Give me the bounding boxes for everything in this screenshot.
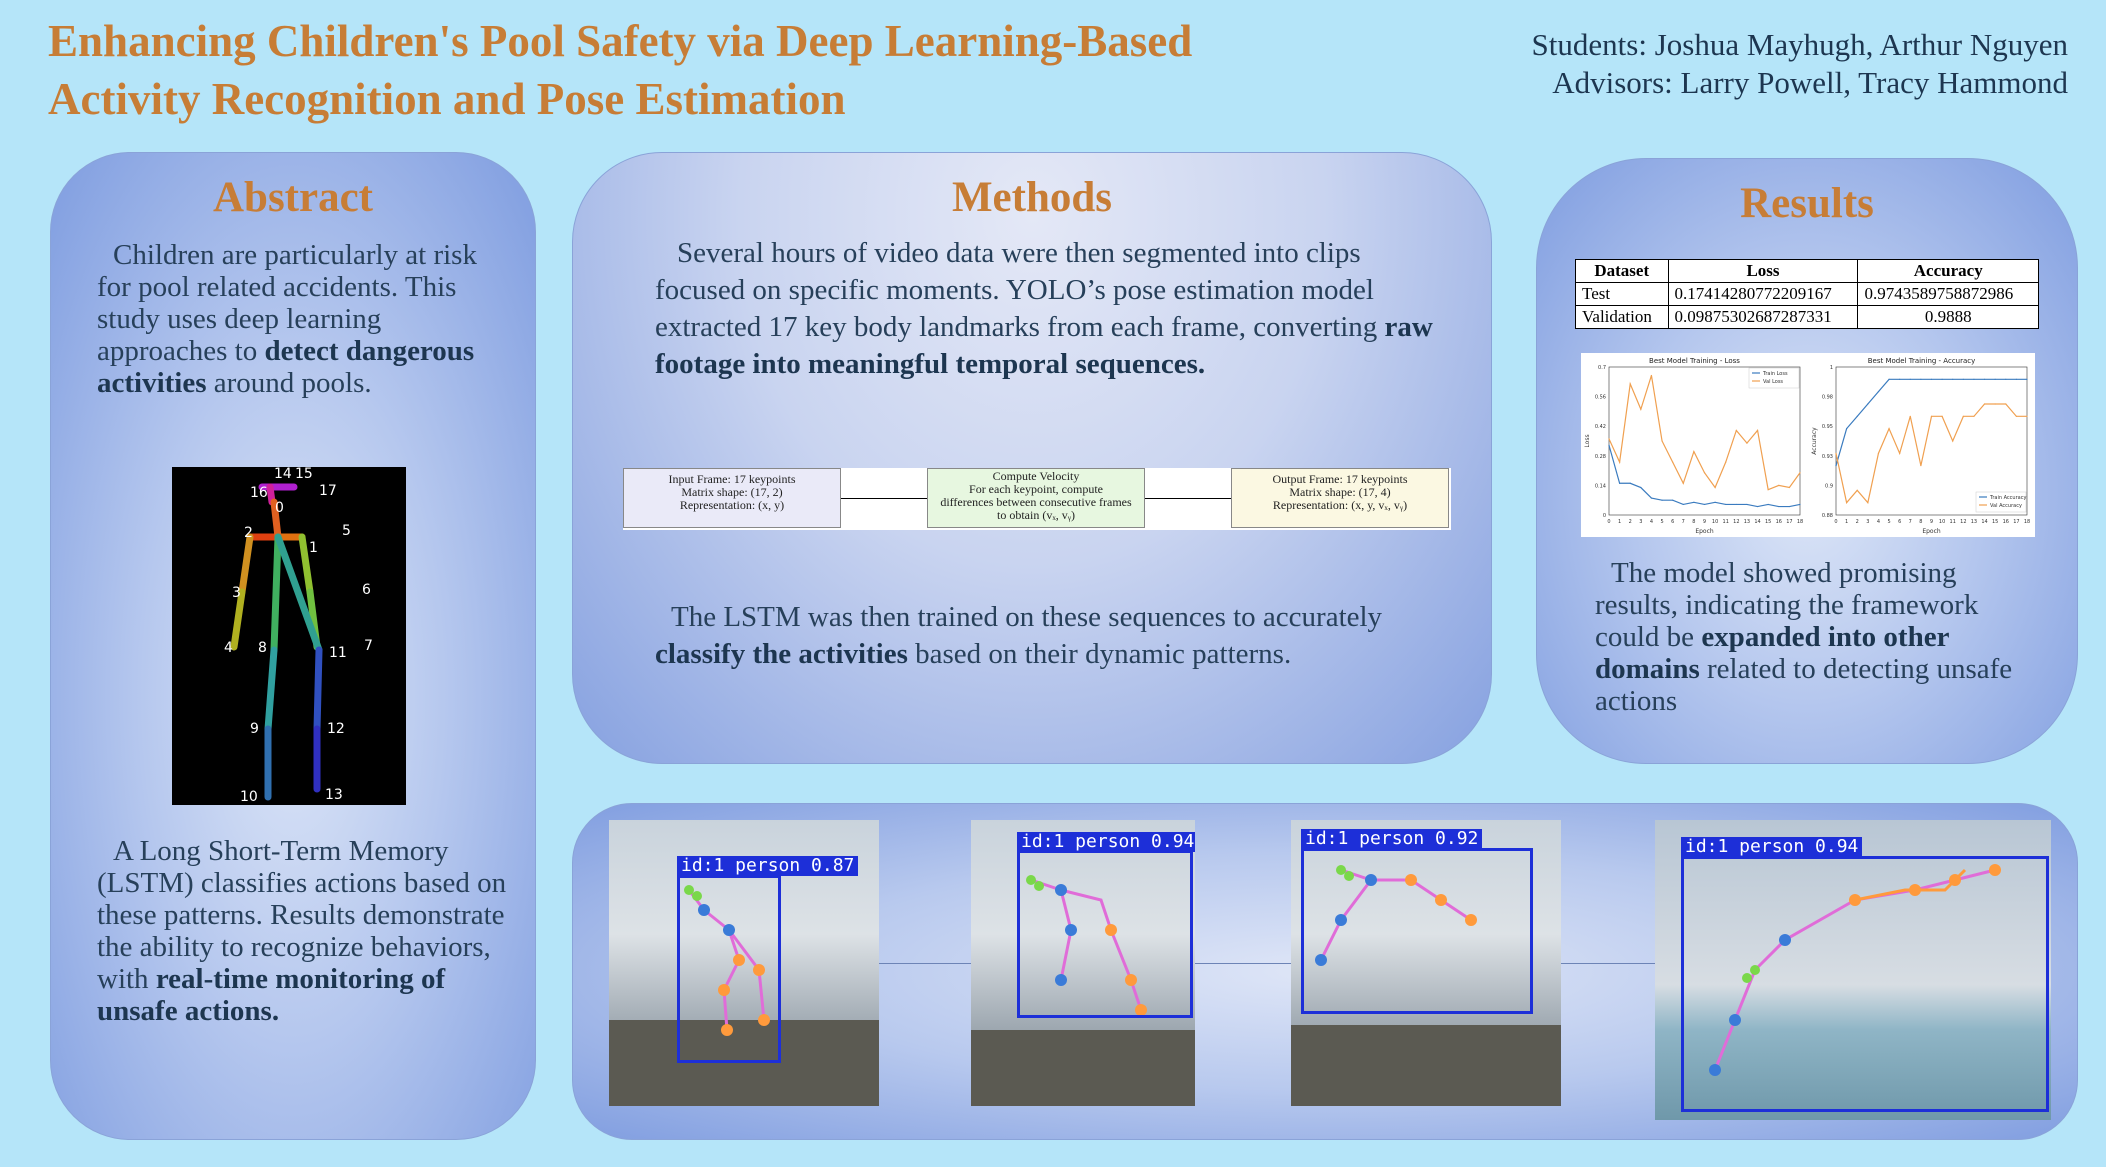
accuracy-series-0-point	[1899, 379, 1900, 380]
loss-series-1-point	[1672, 462, 1673, 463]
accuracy-series-line-0	[1836, 379, 2027, 465]
kp-label-10: 10	[240, 789, 258, 805]
flow-output-box	[1231, 468, 1449, 528]
kp-label-1: 1	[309, 540, 318, 556]
flow-output-line-2: Matrix shape: (17, 4)	[1289, 485, 1391, 499]
accuracy-series-0-point	[1857, 416, 1858, 417]
abstract-bold-1: detect dangerous activities	[97, 335, 475, 399]
methods-panel	[572, 152, 1492, 764]
accuracy-series-1-point	[1931, 416, 1932, 417]
loss-x-tick-label: 6	[1671, 519, 1675, 525]
loss-y-tick-label: 0.7	[1598, 365, 1606, 371]
loss-series-0-point	[1799, 504, 1800, 505]
accuracy-series-1-point	[1984, 403, 1985, 404]
loss-series-0-point	[1661, 500, 1662, 501]
accuracy-x-tick-label: 5	[1887, 519, 1891, 525]
loss-series-1-point	[1757, 430, 1758, 431]
results-text-c: related to detecting unsafe actions	[1595, 653, 2013, 717]
accuracy-series-1-point	[1963, 416, 1964, 417]
loss-x-tick-label: 2	[1628, 519, 1632, 525]
loss-series-0-point	[1704, 504, 1705, 505]
loss-y-axis-label: Loss	[1584, 434, 1591, 448]
loss-series-0-point	[1736, 504, 1737, 505]
accuracy-y-axis-label: Accuracy	[1811, 427, 1818, 455]
results-heading: Results	[1740, 180, 1874, 227]
kp-label-16: 16	[250, 485, 268, 501]
accuracy-series-0-point	[1984, 379, 1985, 380]
kp-label-15: 15	[295, 467, 313, 482]
loss-series-0-point	[1746, 504, 1747, 505]
accuracy-series-1-point	[1888, 428, 1889, 429]
loss-chart-title: Best Model Training - Loss	[1649, 357, 1740, 365]
loss-y-tick-label: 0.42	[1594, 424, 1606, 431]
accuracy-x-tick-label: 4	[1876, 519, 1881, 525]
flow-velocity-box	[927, 468, 1145, 528]
kp-label-14: 14	[274, 467, 292, 482]
accuracy-x-tick-label: 2	[1855, 519, 1859, 525]
kp-label-2: 2	[244, 525, 253, 541]
loss-series-1-point	[1683, 483, 1684, 484]
kp-label-17: 17	[319, 483, 337, 499]
accuracy-series-0-point	[1995, 379, 1996, 380]
flow-arrow-1	[841, 498, 927, 499]
accuracy-x-tick-label: 6	[1898, 519, 1902, 525]
loss-y-tick-label: 0.14	[1594, 483, 1606, 490]
accuracy-series-0-point	[2005, 379, 2006, 380]
loss-series-1-point	[1778, 485, 1779, 486]
loss-series-0-point	[1651, 497, 1652, 498]
kp-label-6: 6	[362, 582, 371, 598]
accuracy-x-tick-label: 10	[1938, 519, 1946, 525]
accuracy-legend-label-1: Val Accuracy	[1990, 503, 2022, 509]
accuracy-x-tick-label: 0	[1834, 519, 1838, 525]
loss-x-tick-label: 18	[1796, 519, 1804, 525]
accuracy-series-1-point	[2016, 416, 2017, 417]
flow-input-line-2: Matrix shape: (17, 2)	[681, 485, 783, 499]
frame-3-detection-label: id:1 person 0.92	[1301, 829, 1482, 849]
accuracy-x-tick-label: 14	[1981, 519, 1988, 525]
loss-series-1-point	[1799, 472, 1800, 473]
results-table	[1575, 259, 2039, 329]
accuracy-x-tick-label: 15	[1991, 519, 1999, 525]
skeleton-svg	[172, 467, 406, 805]
accuracy-x-tick-label: 9	[1929, 519, 1934, 525]
accuracy-series-1-point	[1920, 465, 1921, 466]
flow-velocity-line-1: Compute Velocity	[992, 469, 1080, 483]
accuracy-series-1-point	[1878, 453, 1879, 454]
accuracy-x-tick-label: 13	[1970, 519, 1978, 525]
accuracy-legend-label-0: Train Accuracy	[1990, 495, 2027, 501]
accuracy-y-tick-label: 0.98	[1821, 394, 1833, 401]
skeleton-keypoint-diagram	[172, 467, 406, 805]
methods-bold-1: raw footage into meaningful temporal sequences.	[655, 311, 1433, 380]
accuracy-series-1-point	[1899, 453, 1900, 454]
loss-x-tick-label: 10	[1711, 519, 1719, 525]
loss-series-0-point	[1789, 506, 1790, 507]
kp-label-9: 9	[250, 721, 259, 737]
frame-2-bounding-box	[1017, 831, 1195, 1018]
loss-x-tick-label: 3	[1639, 519, 1643, 525]
loss-series-1-point	[1736, 430, 1737, 431]
loss-x-tick-label: 7	[1681, 519, 1685, 525]
accuracy-series-0-point	[1973, 379, 1974, 380]
frame-1-bounding-box	[677, 855, 855, 1063]
velocity-flow-diagram	[623, 468, 1451, 530]
loss-x-tick-label: 4	[1649, 519, 1654, 525]
accuracy-y-tick-label: 0.95	[1821, 424, 1833, 431]
flow-velocity-line-2: For each keypoint, compute	[969, 482, 1103, 496]
dive-frame-2	[971, 820, 1195, 1106]
abstract-paragraph-1	[97, 239, 497, 399]
loss-series-1-point	[1768, 489, 1769, 490]
accuracy-series-0-point	[1878, 391, 1879, 392]
accuracy-series-0-point	[1920, 379, 1921, 380]
accuracy-series-1-point	[1973, 416, 1974, 417]
accuracy-x-tick-label: 7	[1908, 519, 1912, 525]
accuracy-y-tick-label: 0.93	[1821, 453, 1833, 460]
training-charts	[1581, 353, 2035, 537]
col-header-dataset: Dataset	[1576, 260, 1669, 283]
accuracy-x-tick-label: 17	[2013, 519, 2020, 525]
loss-series-line-0	[1609, 445, 1800, 506]
kp-label-7: 7	[364, 638, 373, 654]
loss-series-1-point	[1608, 438, 1609, 439]
accuracy-series-0-point	[1910, 379, 1911, 380]
accuracy-series-1-point	[1942, 416, 1943, 417]
loss-series-1-point	[1746, 443, 1747, 444]
loss-series-0-point	[1608, 445, 1609, 446]
methods-bold-2: classify the activities	[655, 638, 908, 670]
cell-loss: 0.17414280772209167	[1668, 283, 1858, 306]
accuracy-y-tick-label: 0.9	[1825, 483, 1833, 490]
loss-series-1-point	[1693, 451, 1694, 452]
loss-series-1-point	[1725, 462, 1726, 463]
accuracy-series-1-point	[1952, 440, 1953, 441]
flow-input-box	[623, 468, 841, 528]
loss-x-tick-label: 16	[1775, 519, 1782, 525]
abstract-text-1c: around pools.	[206, 367, 372, 399]
methods-text-2a: The LSTM was then trained on these sequences to accurately	[671, 601, 1383, 633]
kp-label-13: 13	[325, 787, 343, 803]
loss-y-tick-label: 0.28	[1594, 453, 1606, 460]
loss-series-0-point	[1672, 500, 1673, 501]
kp-label-5: 5	[342, 523, 351, 539]
abstract-panel	[50, 152, 536, 1140]
flow-arrow-2	[1145, 498, 1231, 499]
sequence-arrow-2	[1195, 963, 1291, 964]
kp-label-4: 4	[224, 640, 233, 656]
loss-x-axis-label: Epoch	[1695, 528, 1714, 535]
loss-series-1-point	[1661, 440, 1662, 441]
accuracy-series-0-point	[1952, 379, 1953, 380]
accuracy-x-tick-label: 3	[1866, 519, 1870, 525]
methods-paragraph-1	[655, 235, 1435, 383]
students-line: Students: Joshua Mayhugh, Arthur Nguyen	[1531, 27, 2068, 62]
accuracy-series-0-point	[2016, 379, 2017, 380]
col-header-accuracy: Accuracy	[1858, 260, 2039, 283]
kp-label-3: 3	[232, 585, 241, 601]
kp-label-0: 0	[275, 500, 284, 516]
sequence-arrow-1	[879, 963, 971, 964]
frame-4-detection-label: id:1 person 0.94	[1681, 837, 1862, 857]
loss-x-tick-label: 15	[1764, 519, 1772, 525]
advisors-line: Advisors: Larry Powell, Tracy Hammond	[1552, 65, 2068, 100]
accuracy-series-1-point	[1857, 490, 1858, 491]
abstract-text-2a: A Long Short-Term Memory (LSTM) classifies actions based on these patterns. Results demonstrate the ability to recognize behaviors, with	[97, 835, 507, 995]
kp-label-8: 8	[258, 640, 267, 656]
loss-series-0-point	[1693, 502, 1694, 503]
loss-series-1-point	[1715, 487, 1716, 488]
accuracy-series-1-point	[2005, 403, 2006, 404]
table-row	[1576, 283, 2039, 306]
abstract-paragraph-2	[97, 835, 517, 1027]
frame-2-detection-label: id:1 person 0.94	[1017, 832, 1195, 852]
loss-series-1-point	[1789, 487, 1790, 488]
accuracy-chart	[1808, 353, 2035, 537]
accuracy-series-0-point	[1963, 379, 1964, 380]
loss-series-0-point	[1757, 506, 1758, 507]
loss-series-0-point	[1768, 504, 1769, 505]
flow-velocity-line-3: differences between consecutive frames	[940, 495, 1132, 509]
results-text-a: The model showed promising results, indicating the framework could be	[1595, 557, 1979, 653]
accuracy-series-0-point	[1867, 403, 1868, 404]
accuracy-series-1-point	[1910, 416, 1911, 417]
loss-series-1-point	[1704, 472, 1705, 473]
abstract-bold-2: real-time monitoring of unsafe actions.	[97, 963, 446, 1027]
table-row	[1576, 306, 2039, 329]
methods-heading: Methods	[951, 174, 1113, 221]
dive-frame-4	[1655, 820, 2051, 1120]
accuracy-series-0-point	[1942, 379, 1943, 380]
accuracy-y-tick-label: 0.88	[1821, 513, 1833, 519]
loss-legend-label-1: Val Loss	[1763, 379, 1784, 385]
cell-accuracy: 0.9743589758872986	[1858, 283, 2039, 306]
loss-series-0-point	[1683, 504, 1684, 505]
loss-y-tick-label: 0	[1602, 513, 1606, 519]
accuracy-series-1-point	[1835, 453, 1836, 454]
sequence-arrow-3	[1561, 963, 1655, 964]
loss-x-tick-label: 1	[1618, 519, 1622, 525]
accuracy-x-tick-label: 8	[1919, 519, 1923, 525]
accuracy-series-1-point	[2026, 416, 2027, 417]
poster-title	[48, 12, 1448, 128]
loss-x-tick-label: 9	[1702, 519, 1707, 525]
loss-series-1-point	[1630, 383, 1631, 384]
flow-input-line-1: Input Frame: 17 keypoints	[668, 472, 796, 486]
accuracy-series-1-point	[1846, 502, 1847, 503]
accuracy-x-axis-label: Epoch	[1922, 528, 1941, 535]
flow-output-line-3: Representation: (x, y, vₓ, vᵧ)	[1272, 498, 1408, 512]
accuracy-series-0-point	[2026, 379, 2027, 380]
dive-frame-1	[609, 820, 879, 1106]
accuracy-x-tick-label: 1	[1845, 519, 1849, 525]
loss-x-tick-label: 14	[1754, 519, 1761, 525]
results-table-header	[1576, 260, 2039, 283]
accuracy-series-0-point	[1888, 379, 1889, 380]
kp-label-11: 11	[329, 645, 347, 661]
title-line-1: Enhancing Children's Pool Safety via Deep Learning-Based	[48, 16, 1193, 66]
cell-loss: 0.09875302687287331	[1668, 306, 1858, 329]
loss-y-tick-label: 0.56	[1594, 394, 1606, 401]
title-line-2: Activity Recognition and Pose Estimation	[48, 74, 846, 124]
loss-series-1-point	[1619, 462, 1620, 463]
flow-input-line-3: Representation: (x, y)	[679, 498, 785, 512]
accuracy-y-tick-label: 1	[1829, 365, 1833, 371]
frame-3-bounding-box	[1301, 828, 1533, 1014]
loss-series-0-point	[1725, 504, 1726, 505]
loss-x-tick-label: 8	[1692, 519, 1696, 525]
accuracy-series-line-1	[1836, 404, 2027, 503]
accuracy-series-0-point	[1846, 428, 1847, 429]
authors-block	[1532, 26, 2068, 102]
loss-series-0-point	[1715, 502, 1716, 503]
flow-velocity-line-4: to obtain (vₓ, vᵧ)	[997, 508, 1075, 522]
cell-accuracy: 0.9888	[1858, 306, 2039, 329]
methods-text-1a: Several hours of video data were then segmented into clips focused on specific moments. YOLO’s pose estimation model extracted 17 key body landmarks from each frame, converting	[655, 237, 1385, 343]
accuracy-x-tick-label: 11	[1949, 519, 1956, 525]
loss-x-tick-label: 11	[1722, 519, 1729, 525]
abstract-heading: Abstract	[212, 174, 373, 221]
frame-1-detection-label: id:1 person 0.87	[677, 856, 858, 876]
cell-dataset: Validation	[1576, 306, 1669, 329]
loss-series-1-point	[1651, 375, 1652, 376]
flow-output-line-1: Output Frame: 17 keypoints	[1272, 472, 1408, 486]
loss-x-tick-label: 17	[1786, 519, 1793, 525]
accuracy-x-tick-label: 16	[2002, 519, 2009, 525]
accuracy-x-tick-label: 12	[1960, 519, 1967, 525]
loss-x-tick-label: 5	[1660, 519, 1664, 525]
accuracy-series-1-point	[1867, 502, 1868, 503]
results-bold: expanded into other domains	[1595, 621, 1949, 685]
results-paragraph	[1595, 557, 2035, 717]
loss-series-0-point	[1619, 483, 1620, 484]
loss-chart	[1581, 353, 1808, 537]
loss-series-0-point	[1640, 487, 1641, 488]
loss-x-tick-label: 13	[1743, 519, 1751, 525]
loss-x-tick-label: 12	[1733, 519, 1740, 525]
methods-text-2c: based on their dynamic patterns.	[907, 638, 1292, 670]
pose-sequence-panel	[572, 803, 2078, 1140]
loss-series-1-point	[1640, 409, 1641, 410]
accuracy-series-0-point	[1931, 379, 1932, 380]
accuracy-series-0-point	[1835, 465, 1836, 466]
cell-dataset: Test	[1576, 283, 1669, 306]
results-panel	[1536, 158, 2078, 764]
loss-x-tick-label: 0	[1607, 519, 1611, 525]
abstract-text-1a: Children are particularly at risk for pool related accidents. This study uses deep learning approaches to	[97, 239, 477, 367]
loss-series-0-point	[1778, 506, 1779, 507]
methods-paragraph-2	[655, 599, 1435, 673]
loss-plot-frame	[1609, 367, 1800, 515]
loss-series-0-point	[1630, 483, 1631, 484]
frame-4-bounding-box	[1681, 836, 2049, 1112]
loss-legend-label-0: Train Loss	[1763, 371, 1788, 377]
col-header-loss: Loss	[1668, 260, 1858, 283]
accuracy-x-tick-label: 18	[2023, 519, 2031, 525]
dive-frame-3	[1291, 820, 1561, 1106]
accuracy-chart-title: Best Model Training - Accuracy	[1867, 357, 1976, 365]
kp-label-12: 12	[327, 721, 345, 737]
accuracy-series-1-point	[1995, 403, 1996, 404]
